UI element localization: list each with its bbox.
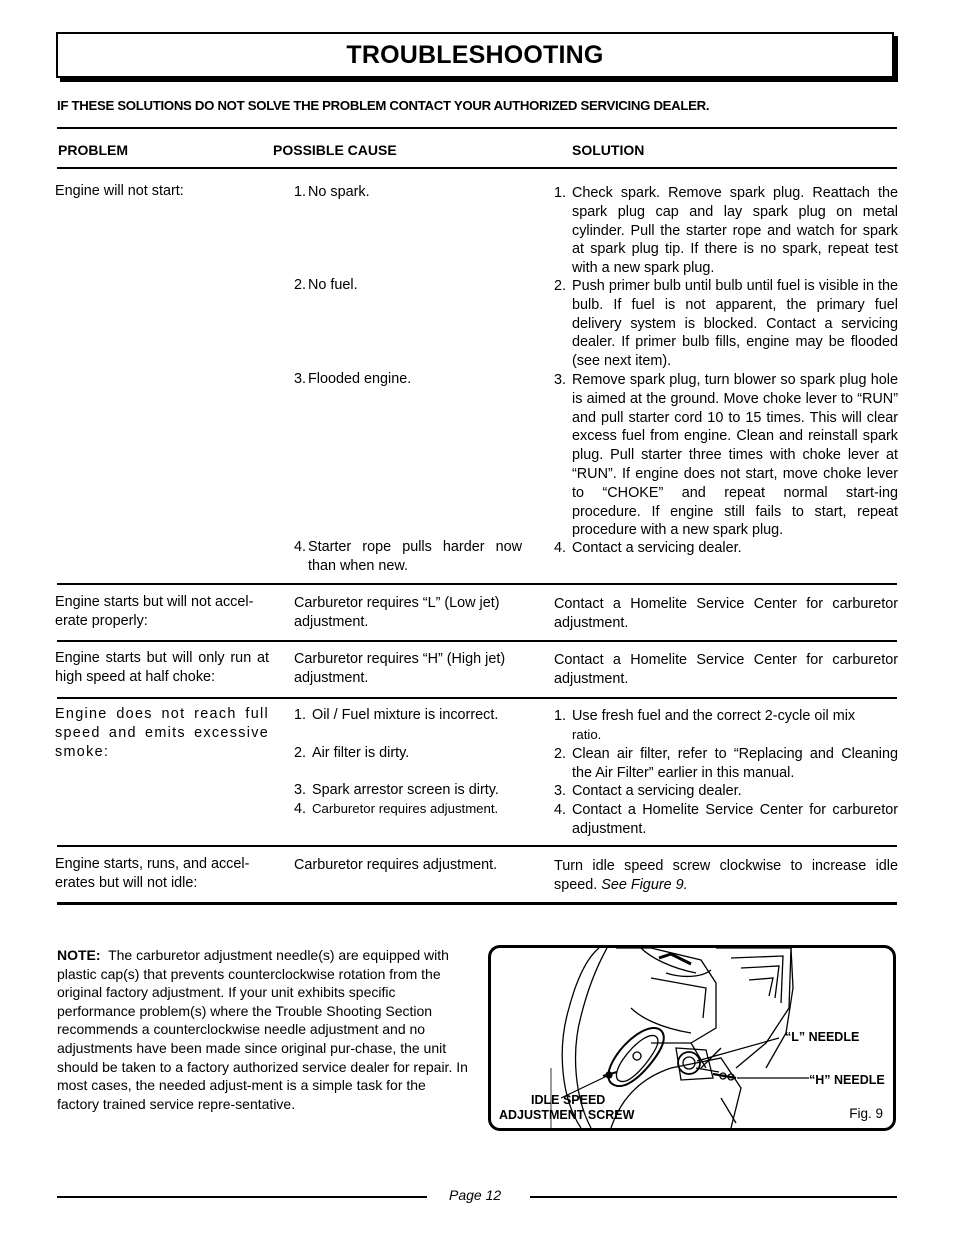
solution-num: 1. bbox=[554, 185, 567, 201]
title-box bbox=[56, 32, 894, 78]
solution-text: Contact a Homelite Service Center for carburetor adjustment. bbox=[572, 802, 898, 837]
idle-screw-label-1: IDLE SPEED bbox=[531, 1093, 606, 1107]
solution-text: Remove spark plug, turn blower so spark plug hole is aimed at the ground. Move choke lever to “RUN” and pull starter cord 10 to 15 times. This will clear excess fuel from engine. Clean and reinstall spark plug. Pull starter three times with choke lever at “RUN”. If engine does not start, move choke lever to “CHOKE” and repeat normal start-ing procedure. If engine still fails to start, repeat procedure with a new spark plug. bbox=[572, 372, 898, 539]
row1-cause-1 bbox=[294, 183, 522, 202]
row1-cause-3 bbox=[294, 370, 522, 389]
solution-text: Use fresh fuel and the correct 2-cycle oil mix bbox=[572, 708, 856, 724]
h-needle-label: “H” NEEDLE bbox=[809, 1073, 885, 1087]
solution-num: 4. bbox=[554, 540, 567, 556]
row1-problem: Engine will not start: bbox=[55, 183, 184, 199]
header-cause: POSSIBLE CAUSE bbox=[273, 142, 397, 158]
cause-num: 2. bbox=[294, 745, 307, 761]
row4-cause-3 bbox=[294, 781, 522, 800]
page-number: Page 12 bbox=[449, 1187, 502, 1203]
row1-solution-3 bbox=[554, 371, 898, 540]
cause-num: 3. bbox=[294, 782, 307, 798]
header-problem: PROBLEM bbox=[58, 142, 128, 158]
note-paragraph bbox=[57, 946, 469, 1113]
table-bottom-rule bbox=[57, 902, 897, 905]
idle-screw-label-2: ADJUSTMENT SCREW bbox=[499, 1108, 635, 1122]
row2-problem: Engine starts but will not accel-erate properly: bbox=[55, 594, 254, 629]
row1-solution-1 bbox=[554, 184, 898, 278]
cause-num: 3. bbox=[294, 371, 307, 387]
solution-num: 2. bbox=[554, 746, 567, 762]
note-label: NOTE: bbox=[57, 947, 101, 963]
row5-problem: Engine starts, runs, and accel-erates but will not idle: bbox=[55, 856, 250, 891]
figure-9 bbox=[488, 945, 896, 1131]
cause-text: No fuel. bbox=[308, 277, 358, 293]
solution-text-small: ratio. bbox=[572, 726, 602, 742]
solution-text: Check spark. Remove spark plug. Reattach the spark plug cap and lay spark plug on metal cylinder. Pull the starter rope and watch for spark at spark plug tip. If there is no spark, repeat test with a new spark plug. bbox=[572, 185, 898, 277]
solution-text: Clean air filter, refer to “Replacing and Cleaning the Air Filter” earlier in this manual. bbox=[572, 746, 898, 781]
l-needle-label: “L” NEEDLE bbox=[785, 1030, 860, 1044]
row4-problem: Engine does not reach full speed and emits excessive smoke: bbox=[55, 706, 269, 760]
row3-problem: Engine starts but will only run at high speed at half choke: bbox=[55, 650, 269, 685]
solution-num: 2. bbox=[554, 278, 567, 294]
cause-text: Oil / Fuel mixture is incorrect. bbox=[312, 707, 499, 723]
row1-solution-2 bbox=[554, 277, 898, 371]
figure-number: Fig. 9 bbox=[849, 1106, 883, 1121]
cause-text: Spark arrestor screen is dirty. bbox=[312, 782, 499, 798]
cause-num: 4. bbox=[294, 801, 307, 817]
cause-num: 2. bbox=[294, 277, 307, 293]
solution-num: 4. bbox=[554, 802, 567, 818]
row-divider bbox=[57, 640, 897, 642]
row5-solution bbox=[554, 857, 898, 895]
solution-num: 3. bbox=[554, 372, 567, 388]
solution-text-wrap bbox=[572, 707, 898, 745]
row4-solution-3 bbox=[554, 782, 898, 801]
solution-text: Contact a servicing dealer. bbox=[572, 540, 742, 556]
row4-cause-4 bbox=[294, 800, 522, 819]
header-bottom-rule bbox=[57, 167, 897, 169]
row4-solution-1 bbox=[554, 707, 898, 745]
cause-text: Starter rope pulls harder now than when new. bbox=[308, 539, 522, 574]
row4-solution-2 bbox=[554, 745, 898, 783]
page-title: TROUBLESHOOTING bbox=[346, 40, 604, 69]
header-top-rule bbox=[57, 127, 897, 129]
row-divider bbox=[57, 583, 897, 585]
solution-text: Contact a servicing dealer. bbox=[572, 783, 742, 799]
cause-num: 4. bbox=[294, 539, 307, 555]
dealer-banner: IF THESE SOLUTIONS DO NOT SOLVE THE PROBLEM CONTACT YOUR AUTHORIZED SERVICING DEALER. bbox=[57, 98, 710, 113]
solution-text: Push primer bulb until bulb until fuel is visible in the bulb. If fuel is not apparent, the primary fuel delivery system is blocked. Contact a servicing dealer. If primer bulb fills, engine may be flooded (see next item). bbox=[572, 278, 898, 370]
note-text: The carburetor adjustment needle(s) are equipped with plastic cap(s) that prevents counterclockwise rotation from the original factory adjustment. If your unit exhibits specific performance problem(s) where the Trouble Shooting Section recommends a counterclockwise needle adjustment and no adjustments have been made since original pur-chase, the unit should be taken to a factory authorized service dealer for repair. In most cases, the needed adjust-ment is a simple task for the factory trained service repre-sentative. bbox=[57, 947, 468, 1112]
figure-reference: See Figure 9. bbox=[601, 876, 688, 893]
solution-num: 1. bbox=[554, 708, 567, 724]
cause-num: 1. bbox=[294, 184, 307, 200]
footer-line-right bbox=[530, 1196, 897, 1198]
row3-solution: Contact a Homelite Service Center for carburetor adjustment. bbox=[554, 652, 898, 687]
row1-cause-2 bbox=[294, 276, 522, 295]
row5-cause: Carburetor requires adjustment. bbox=[294, 857, 498, 873]
row2-cause: Carburetor requires “L” (Low jet) adjustment. bbox=[294, 595, 500, 630]
row4-cause-2 bbox=[294, 744, 522, 763]
cause-text: Air filter is dirty. bbox=[312, 745, 410, 761]
header-solution: SOLUTION bbox=[572, 142, 645, 158]
footer-line-left bbox=[57, 1196, 427, 1198]
row5-solution-text: Turn idle speed screw clockwise to increase idle speed. bbox=[554, 858, 898, 893]
row-divider bbox=[57, 845, 897, 847]
row3-cause: Carburetor requires “H” (High jet) adjustment. bbox=[294, 651, 506, 686]
row4-cause-1 bbox=[294, 706, 522, 725]
row1-cause-4 bbox=[294, 538, 522, 576]
row1-solution-4 bbox=[554, 539, 898, 558]
row-divider bbox=[57, 697, 897, 699]
cause-text: Flooded engine. bbox=[308, 371, 412, 387]
cause-text: No spark. bbox=[308, 184, 370, 200]
cause-num: 1. bbox=[294, 707, 307, 723]
solution-num: 3. bbox=[554, 783, 567, 799]
row2-solution: Contact a Homelite Service Center for carburetor adjustment. bbox=[554, 596, 898, 631]
cause-text: Carburetor requires adjustment. bbox=[312, 801, 499, 816]
row4-solution-4 bbox=[554, 801, 898, 839]
